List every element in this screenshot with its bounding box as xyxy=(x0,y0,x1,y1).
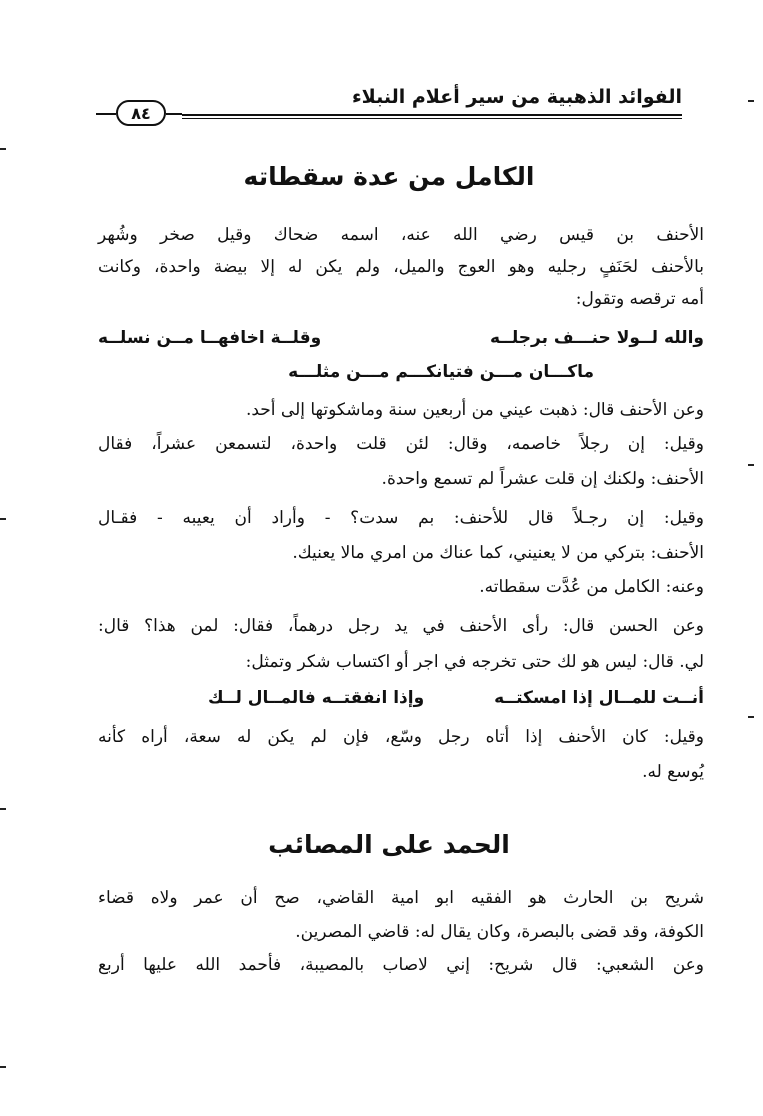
paragraph-line: الأحنف بن قيس رضي الله عنه، اسمه ضحاك وقيل صخر وشُهر xyxy=(98,225,704,245)
edge-mark xyxy=(0,148,6,150)
paragraph-line: وعنه: الكامل من عُدَّت سقطاته. xyxy=(479,577,704,597)
verse-second-hemistich: وإذا انفقتــه فالمــال لــك xyxy=(208,688,425,708)
paragraph-line: وعن الشعبي: قال شريح: إني لاصاب بالمصيبة، فأحمد الله عليها أربع xyxy=(98,955,704,975)
edge-mark xyxy=(0,1066,6,1068)
page-number-rule-right xyxy=(166,113,182,115)
verse-second-hemistich: وقلــة اخافهــا مــن نسلــه xyxy=(98,328,322,348)
book-title: الفوائد الذهبية من سير أعلام النبلاء xyxy=(351,86,682,108)
paragraph-line: شريح بن الحارث هو الفقيه ابو امية القاضي، صح أن عمر ولاه قضاء xyxy=(98,888,704,908)
edge-mark xyxy=(0,518,6,520)
verse-line xyxy=(98,688,704,714)
paragraph-line: بالأحنف لحَنَفٍ رجليه وهو العوج والميل، ولم يكن له إلا بيضة واحدة، وكانت xyxy=(98,257,704,277)
paragraph-line: الأحنف: بتركي من لا يعنيني، كما عناك من امري مالا يعنيك. xyxy=(292,543,704,563)
paragraph-line: وعن الأحنف قال: ذهبت عيني من أربعين سنة وماشكوتها إلى أحد. xyxy=(245,400,704,420)
verse-hemistich: ماكـــان مـــن فتيانكـــم مـــن مثلـــه xyxy=(288,362,594,382)
edge-mark xyxy=(748,716,754,718)
paragraph-line: الكوفة، وقد قضى بالبصرة، وكان يقال له: قاضي المصرين. xyxy=(295,922,704,942)
running-header xyxy=(96,86,682,136)
verse-line xyxy=(98,362,704,388)
edge-mark xyxy=(748,464,754,466)
page-number: ٨٤ xyxy=(116,100,166,126)
paragraph-line: وقيل: إن رجـلاً قال للأحنف: بم سدت؟ - وأراد أن يعيبه - فقـال xyxy=(98,508,704,528)
section-heading: الكامل من عدة سقطاته xyxy=(243,162,535,191)
section-heading: الحمد على المصائب xyxy=(268,830,510,859)
paragraph-line: يُوسع له. xyxy=(642,762,704,782)
paragraph-line: أمه ترقصه وتقول: xyxy=(575,289,704,309)
paragraph-line: وقيل: إن رجلاً خاصمه، وقال: لئن قلت واحدة، لتسمعن عشراً، فقال xyxy=(98,434,704,454)
edge-mark xyxy=(748,100,754,102)
edge-mark xyxy=(0,808,6,810)
paragraph-line: وقيل: كان الأحنف إذا أتاه رجل وسّع، فإن لم يكن له سعة، أراه كأنه xyxy=(98,727,704,747)
verse-line xyxy=(98,328,704,354)
header-rule xyxy=(182,114,682,119)
paragraph-line: وعن الحسن قال: رأى الأحنف في يد رجل درهماً، فقال: لمن هذا؟ قال: xyxy=(98,616,704,636)
paragraph-line: الأحنف: ولكنك إن قلت عشراً لم تسمع واحدة. xyxy=(381,469,704,489)
paragraph-line: لي. قال: ليس هو لك حتى تخرجه في اجر أو اكتساب شكر وتمثل: xyxy=(245,652,704,672)
verse-first-hemistich: أنــت للمــال إذا امسكتــه xyxy=(494,688,704,708)
page-number-rule-left xyxy=(96,113,116,115)
verse-first-hemistich: والله لــولا حنـــف برجلــه xyxy=(489,328,704,348)
